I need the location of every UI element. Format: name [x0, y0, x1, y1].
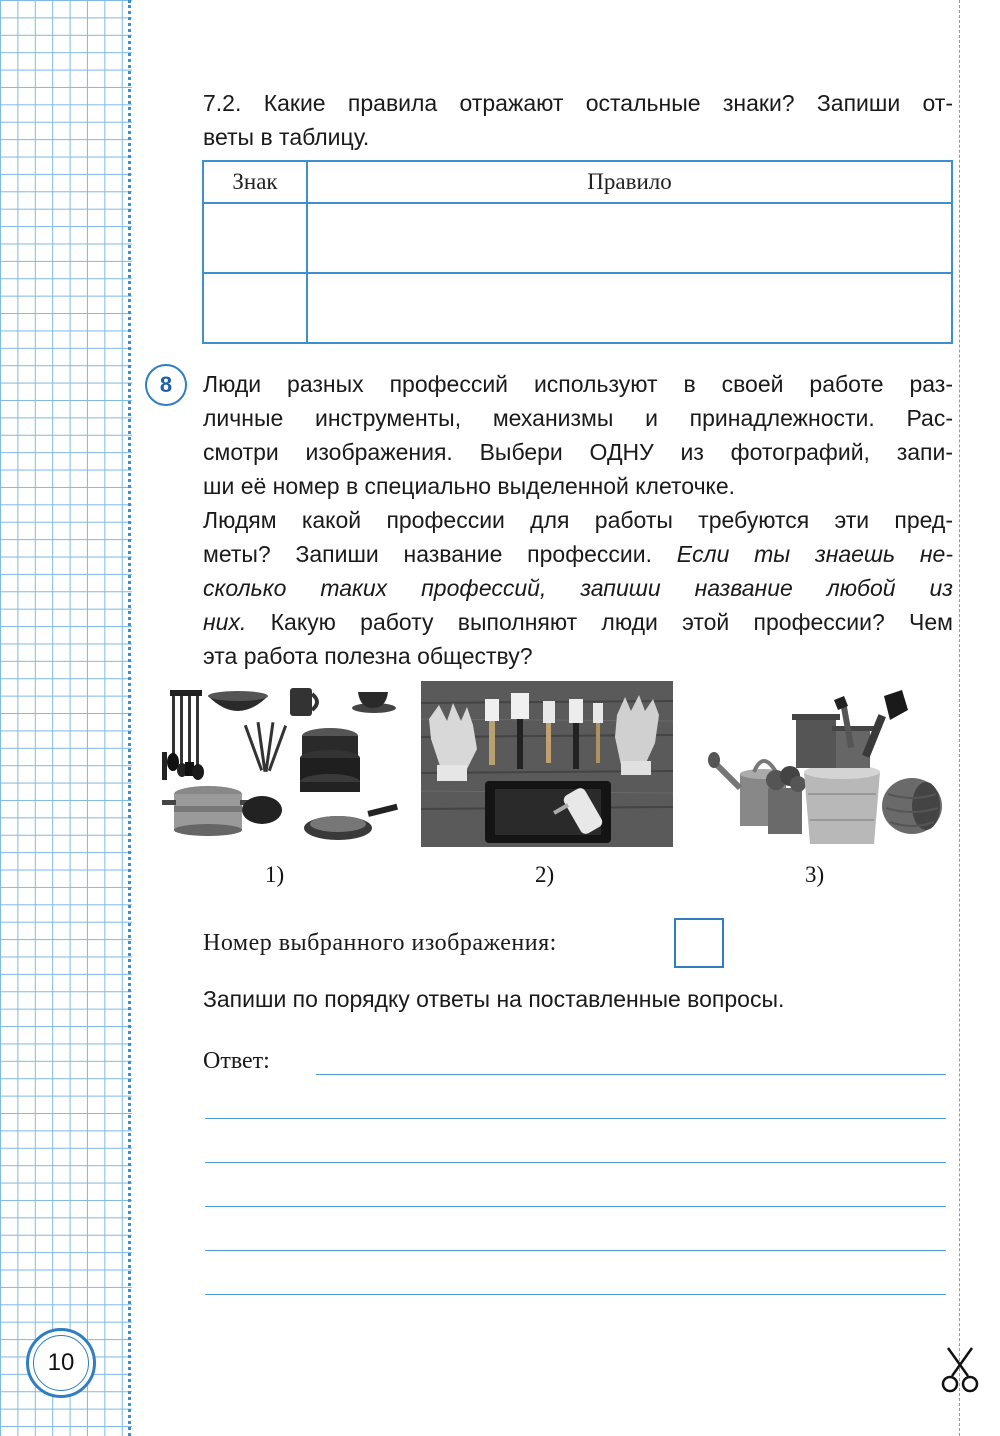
rules-table [202, 160, 953, 344]
task-8-line-4: ши её номер в специально выделенной клеточке. [203, 473, 736, 499]
peat-pots-icon [792, 714, 874, 768]
answer-line[interactable] [316, 1074, 946, 1075]
answer-line[interactable] [205, 1294, 946, 1295]
task-8-line-7-italic: сколько таких профессий, запиши название любой из [203, 575, 953, 601]
grid-margin [0, 0, 132, 1436]
task-8-line-1: Люди разных профессий используют в своей работе раз- [203, 371, 953, 397]
flower-pot-icon [766, 766, 806, 834]
task-8-line-2: личные инструменты, механизмы и принадлежности. Рас- [203, 405, 953, 431]
task-8-line-8-italic: них. [203, 609, 247, 635]
table-header-sign: Знак [203, 161, 307, 203]
task-8-line-5: Людям какой профессии для работы требуются эти пред- [203, 507, 953, 533]
answer-instruction [203, 982, 953, 1016]
scissors-icon [940, 1346, 980, 1394]
photo-label-2: 2) [535, 862, 555, 887]
task-8-line-6-normal: меты? Запиши название профессии. [203, 541, 652, 567]
mug-icon [290, 688, 317, 716]
table-cell-sign[interactable] [203, 203, 307, 273]
task-8-line-9: эта работа полезна обществу? [203, 643, 533, 669]
frying-pan-icon [304, 804, 398, 840]
task-7-2-question [203, 86, 953, 154]
table-header-rule: Правило [307, 161, 952, 203]
table-cell-sign[interactable] [203, 273, 307, 343]
answer-line[interactable] [205, 1118, 946, 1119]
chosen-image-number-box[interactable] [674, 918, 724, 968]
cooking-pot-icon [162, 786, 282, 836]
table-cell-rule[interactable] [307, 273, 952, 343]
metal-bucket-icon [804, 765, 880, 844]
pot-stack-icon [300, 728, 360, 792]
table-cell-rule[interactable] [307, 203, 952, 273]
grid-edge-dotted-line [128, 0, 131, 1436]
photo-painting-tools[interactable] [421, 681, 673, 847]
photo-label-3: 3) [805, 862, 825, 887]
answer-line[interactable] [205, 1250, 946, 1251]
page-number-badge [26, 1328, 96, 1398]
photo-garden-tools[interactable] [706, 684, 946, 846]
task-8-line-3: смотри изображения. Выбери ОДНУ из фотографий, запи- [203, 439, 953, 465]
task-8-line-8-normal: Какую работу выполняют люди этой профессии? Чем [270, 609, 953, 635]
page-number: 10 [33, 1335, 89, 1391]
task-8-line-7 [203, 571, 953, 605]
twine-spool-icon [882, 778, 942, 834]
task-8-line-6 [203, 537, 953, 571]
answer-line[interactable] [205, 1162, 946, 1163]
task-7-2-line-1: 7.2. Какие правила отражают остальные знаки? Запиши от- [203, 90, 953, 116]
task-7-2-line-2: веты в таблицу. [203, 124, 370, 150]
answer-line[interactable] [205, 1206, 946, 1207]
task-8-question [203, 367, 953, 673]
cup-saucer-icon [352, 692, 396, 713]
bowl-icon [208, 691, 268, 711]
answer-instruction-text: Запиши по порядку ответы на поставленные вопросы. [203, 986, 785, 1012]
photo-label-1: 1) [265, 862, 285, 887]
task-8-line-6-italic: Если ты знаешь не- [676, 541, 953, 567]
chosen-image-label: Номер выбранного изображения: [203, 930, 557, 956]
utensil-rack-icon [162, 690, 204, 780]
cut-line [959, 0, 960, 1436]
answer-label: Ответ: [203, 1048, 270, 1074]
task-number-badge: 8 [145, 364, 187, 406]
cutlery-icon [244, 722, 287, 772]
photo-kitchen-utensils[interactable] [158, 682, 402, 848]
task-8-line-8 [203, 605, 953, 639]
